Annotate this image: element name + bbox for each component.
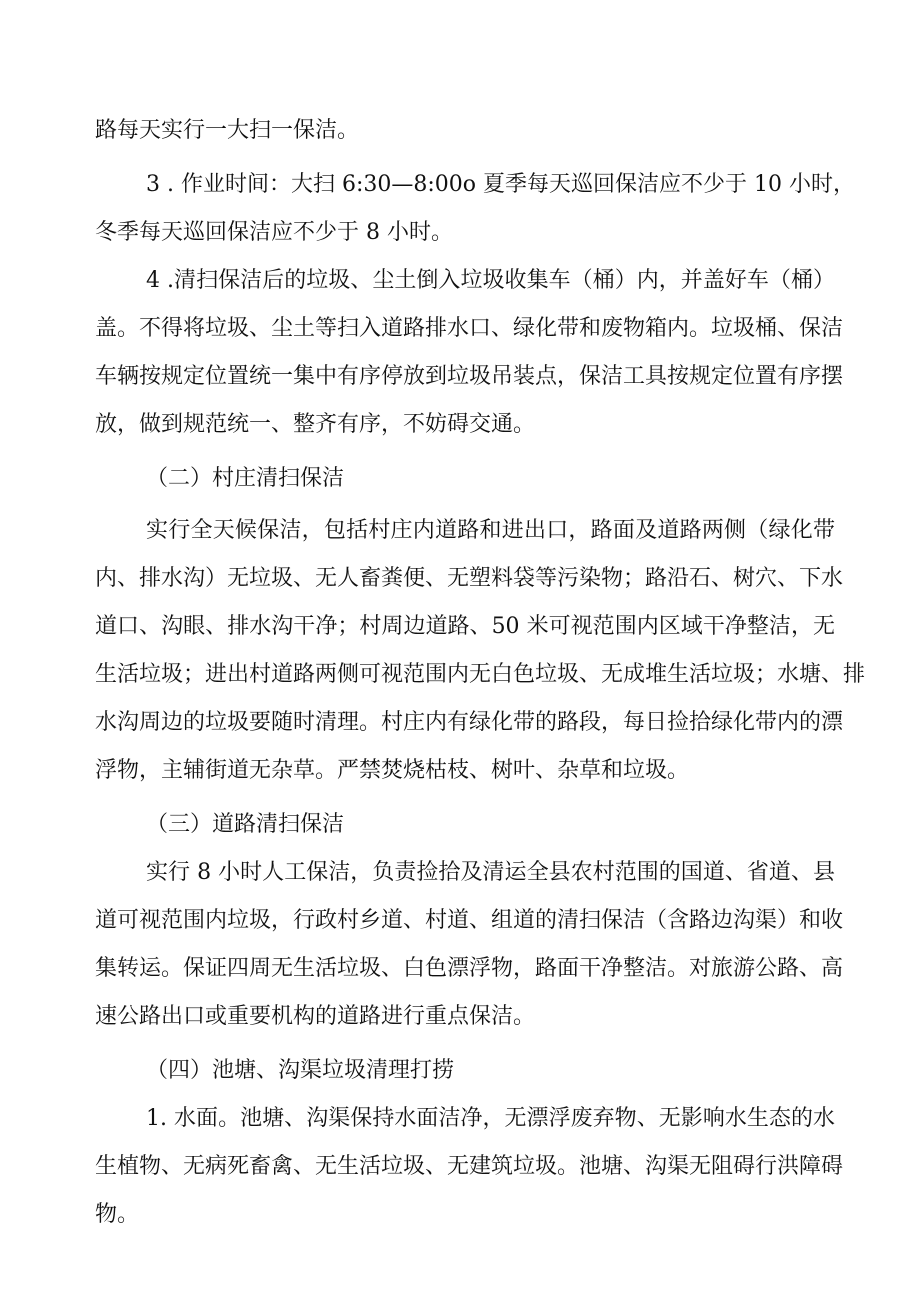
text-line: 1. 水面。池塘、沟渠保持水面洁净，无漂浮废弃物、无影响水生态的水 xyxy=(146,1106,835,1131)
text-line: 车辆按规定位置统一集中有序停放到垃圾吊装点，保洁工具按规定位置有序摆 xyxy=(95,364,844,389)
text-line: 物。 xyxy=(95,1202,140,1227)
text-line: 实行 8 小时人工保洁，负责捡拾及清运全县农村范围的国道、省道、县 xyxy=(146,860,835,885)
text-line: 速公路出口或重要机构的道路进行重点保洁。 xyxy=(95,1004,536,1029)
text-line: 冬季每天巡回保洁应不少于 8 小时。 xyxy=(95,220,453,245)
text-line: 生活垃圾；进出村道路两侧可视范围内无白色垃圾、无成堆生活垃圾；水塘、排 xyxy=(95,662,866,687)
text-line: 道口、沟眼、排水沟干净；村周边道路、50 米可视范围内区域干净整洁，无 xyxy=(95,614,835,639)
section-heading: （三）道路清扫保洁 xyxy=(146,812,345,837)
text-line: 4 .清扫保洁后的垃圾、尘土倒入垃圾收集车（桶）内，并盖好车（桶） xyxy=(146,268,835,293)
section-heading: （二）村庄清扫保洁 xyxy=(146,466,345,491)
text-line: 集转运。保证四周无生活垃圾、白色漂浮物，路面干净整洁。对旅游公路、高 xyxy=(95,956,844,981)
text-line: 道可视范围内垃圾，行政村乡道、村道、组道的清扫保洁（含路边沟渠）和收 xyxy=(95,908,844,933)
text-line: 浮物，主辅街道无杂草。严禁焚烧枯枝、树叶、杂草和垃圾。 xyxy=(95,758,690,783)
text-line: 实行全天候保洁，包括村庄内道路和进出口，路面及道路两侧（绿化带 xyxy=(146,518,835,543)
text-line: 水沟周边的垃圾要随时清理。村庄内有绿化带的路段，每日捡拾绿化带内的漂 xyxy=(95,710,844,735)
text-line: 放，做到规范统一、整齐有序，不妨碍交通。 xyxy=(95,412,536,437)
text-line: 3 . 作业时间：大扫 6:30—8:00o 夏季每天巡回保洁应不少于 10 小时， xyxy=(146,172,855,197)
text-line: 路每天实行一大扫一保洁。 xyxy=(95,118,360,143)
text-line: 内、排水沟）无垃圾、无人畜粪便、无塑料袋等污染物；路沿石、树穴、下水 xyxy=(95,566,844,591)
text-line: 生植物、无病死畜禽、无生活垃圾、无建筑垃圾。池塘、沟渠无阻碍行洪障碍 xyxy=(95,1154,844,1179)
text-line: 盖。不得将垃圾、尘土等扫入道路排水口、绿化带和废物箱内。垃圾桶、保洁 xyxy=(95,316,844,341)
section-heading: （四）池塘、沟渠垃圾清理打捞 xyxy=(146,1058,455,1083)
